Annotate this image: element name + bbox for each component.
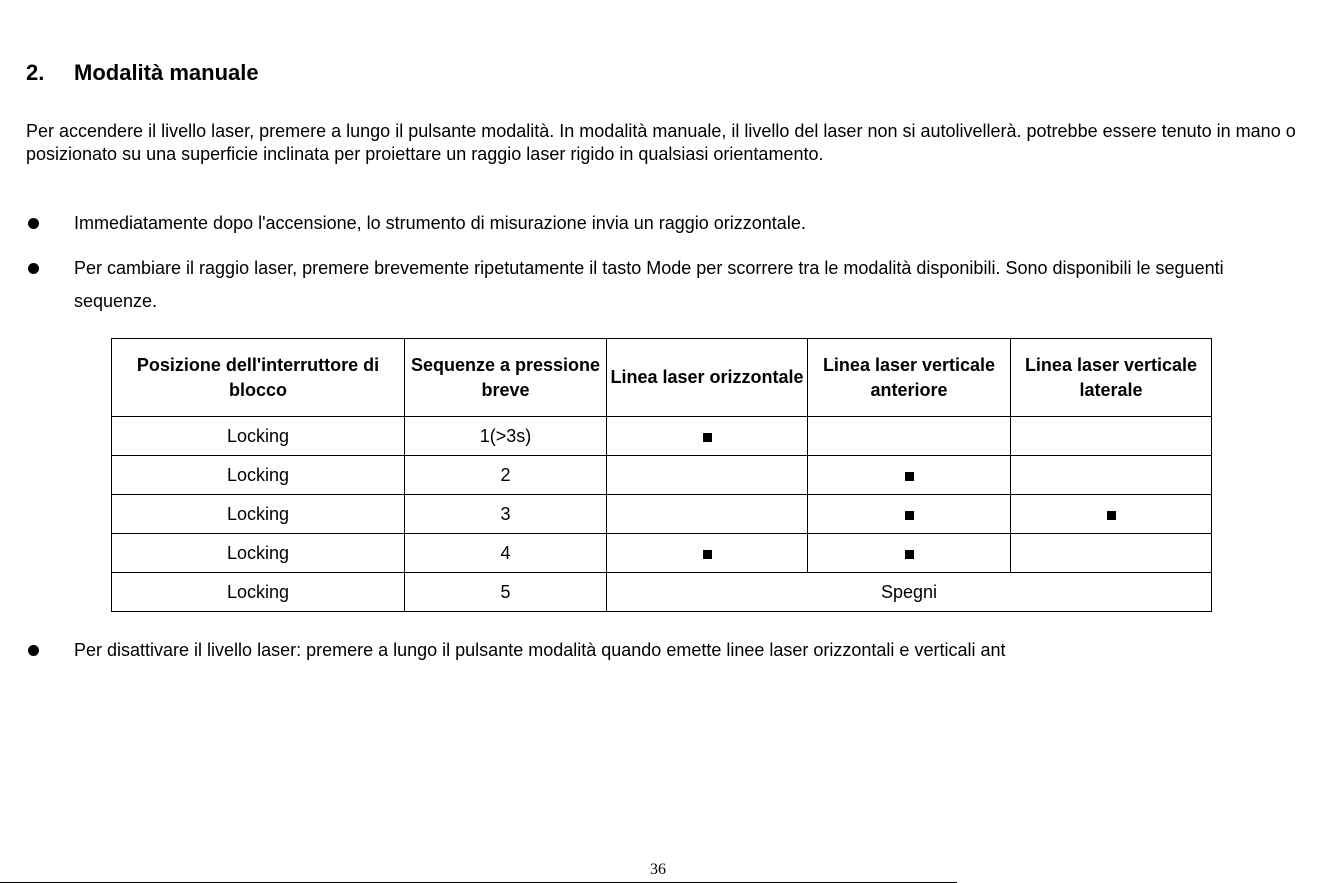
- filled-square-icon: [905, 550, 914, 559]
- header-short-press-sequence: Sequenze a pressione breve: [405, 339, 607, 417]
- table-row: [112, 534, 1212, 573]
- cell-sequence: 2: [405, 456, 607, 495]
- cell-sequence: 1(>3s): [405, 417, 607, 456]
- filled-square-icon: [703, 550, 712, 559]
- page-number: 36: [650, 861, 666, 878]
- header-switch-position: Posizione dell'interruttore di blocco: [112, 339, 405, 417]
- section-heading: [26, 60, 259, 86]
- cell-front-vertical-line: [808, 417, 1011, 456]
- sequence-table: [111, 338, 1212, 612]
- cell-front-vertical-line: [808, 495, 1011, 534]
- section-title: Modalità manuale: [74, 60, 259, 85]
- table-row: [112, 495, 1212, 534]
- header-front-vertical-line: Linea laser verticale anteriore: [808, 339, 1011, 417]
- header-horizontal-line: Linea laser orizzontale: [607, 339, 808, 417]
- cell-side-vertical-line: [1011, 456, 1212, 495]
- table-header-row: [112, 339, 1212, 417]
- bullet-text: Per disattivare il livello laser: premere a lungo il pulsante modalità quando emette linee laser orizzontali e verticali ant: [74, 640, 1006, 660]
- bullet-item: [26, 634, 1301, 667]
- cell-horizontal-line: [607, 534, 808, 573]
- cell-switch-position: Locking: [112, 417, 405, 456]
- intro-paragraph: Per accendere il livello laser, premere a lungo il pulsante modalità. In modalità manuale, il livello del laser non si autolivellerà. potrebbe essere tenuto in mano o posizionato su una superficie inclinata per proiettare un raggio laser rigido in qualsiasi orientamento.: [26, 121, 1296, 164]
- section-number: 2.: [26, 60, 45, 85]
- cell-front-vertical-line: [808, 534, 1011, 573]
- cell-switch-position: Locking: [112, 573, 405, 612]
- cell-side-vertical-line: [1011, 495, 1212, 534]
- filled-square-icon: [905, 511, 914, 520]
- cell-horizontal-line: [607, 495, 808, 534]
- cell-sequence: 5: [405, 573, 607, 612]
- table-row: [112, 573, 1212, 612]
- filled-square-icon: [703, 433, 712, 442]
- cell-switch-position: Locking: [112, 495, 405, 534]
- cell-horizontal-line: [607, 456, 808, 495]
- bullet-item: [26, 252, 1301, 318]
- cell-off-label: Spegni: [607, 573, 1212, 612]
- filled-square-icon: [1107, 511, 1116, 520]
- table-body: [112, 417, 1212, 612]
- cell-side-vertical-line: [1011, 417, 1212, 456]
- bullet-text: Immediatamente dopo l'accensione, lo strumento di misurazione invia un raggio orizzontale.: [74, 213, 806, 233]
- filled-square-icon: [905, 472, 914, 481]
- cell-front-vertical-line: [808, 456, 1011, 495]
- bullet-dot-icon: [28, 263, 39, 274]
- cell-side-vertical-line: [1011, 534, 1212, 573]
- table-row: [112, 456, 1212, 495]
- bullet-dot-icon: [28, 645, 39, 656]
- cell-switch-position: Locking: [112, 534, 405, 573]
- cell-sequence: 4: [405, 534, 607, 573]
- header-side-vertical-line: Linea laser verticale laterale: [1011, 339, 1212, 417]
- bullet-item: [26, 207, 1301, 240]
- cell-horizontal-line: [607, 417, 808, 456]
- cell-sequence: 3: [405, 495, 607, 534]
- table-row: [112, 417, 1212, 456]
- bullet-dot-icon: [28, 218, 39, 229]
- cell-switch-position: Locking: [112, 456, 405, 495]
- bullet-text: Per cambiare il raggio laser, premere brevemente ripetutamente il tasto Mode per scorrere tra le modalità disponibili. Sono disponibili le seguenti sequenze.: [74, 258, 1224, 311]
